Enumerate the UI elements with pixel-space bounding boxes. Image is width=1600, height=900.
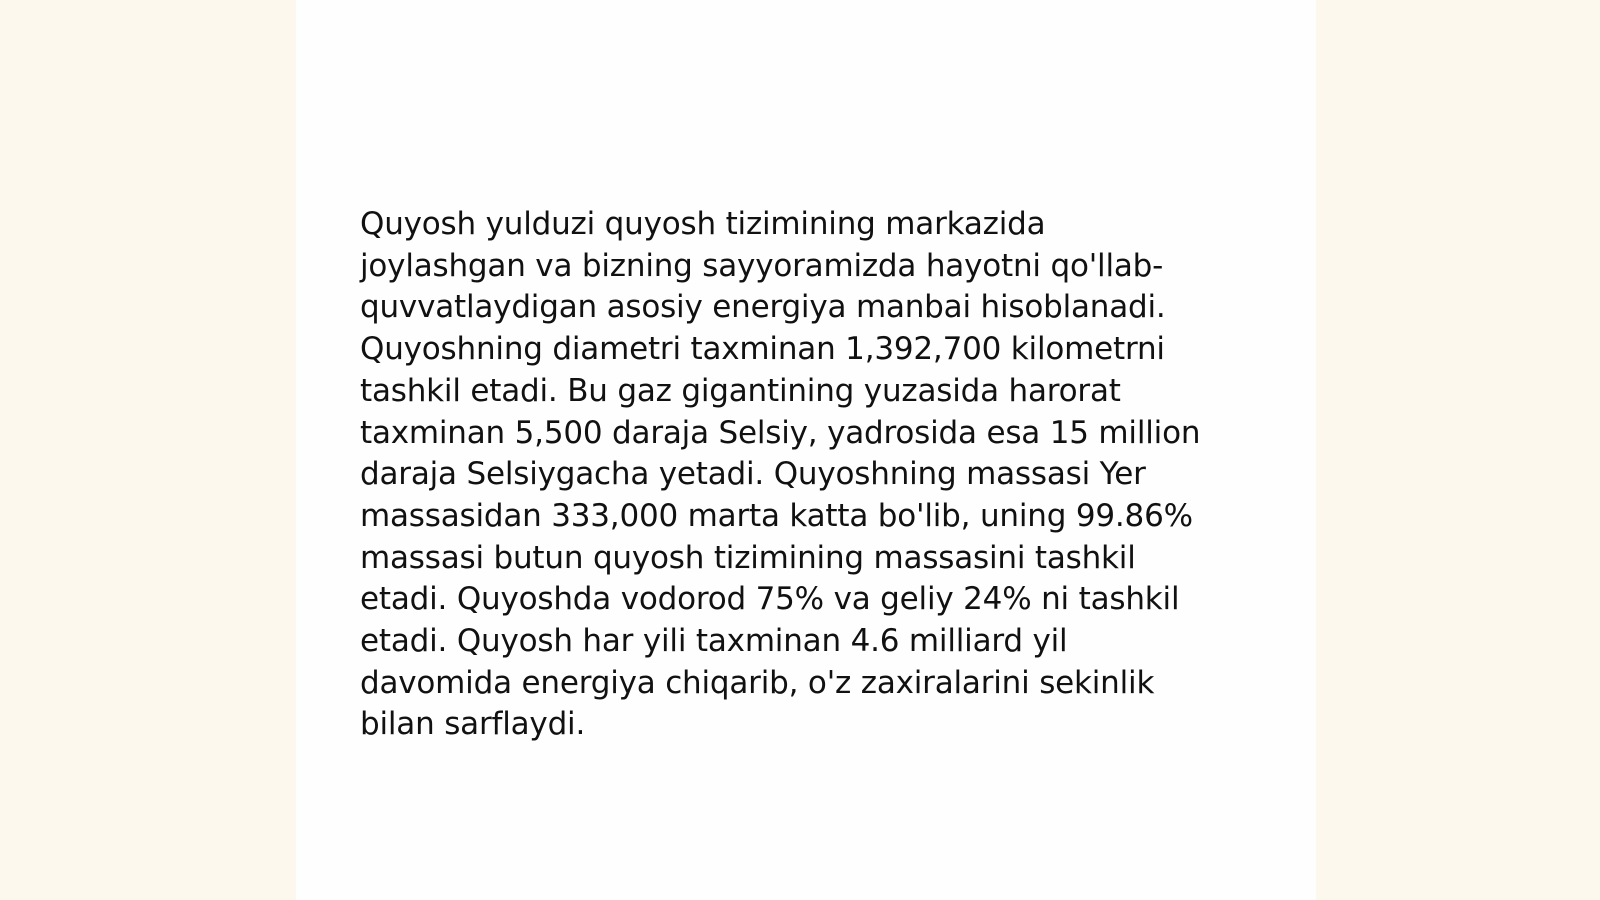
document-page	[296, 0, 1316, 900]
body-paragraph: Quyosh yulduzi quyosh tizimining markazida joylashgan va bizning sayyoramizda hayotni qo'llab- quvvatlaydigan asosiy energiya manbai hisoblanadi. Quyoshning diametri taxminan 1,392,700 kilometrni tashkil etadi. Bu gaz gigantining yuzasida harorat taxminan 5,500 daraja Selsiy, yadrosida esa 15 million daraja Selsiygacha yetadi. Quyoshning massasi Yer massasidan 333,000 marta katta bo'lib, uning 99.86% massasi butun quyosh tizimining massasini tashkil etadi. Quyoshda vodorod 75% va geliy 24% ni tashkil etadi. Quyosh har yili taxminan 4.6 milliard yil davomida energiya chiqarib, o'z zaxiralarini sekinlik bilan sarflaydi.	[360, 206, 1201, 743]
